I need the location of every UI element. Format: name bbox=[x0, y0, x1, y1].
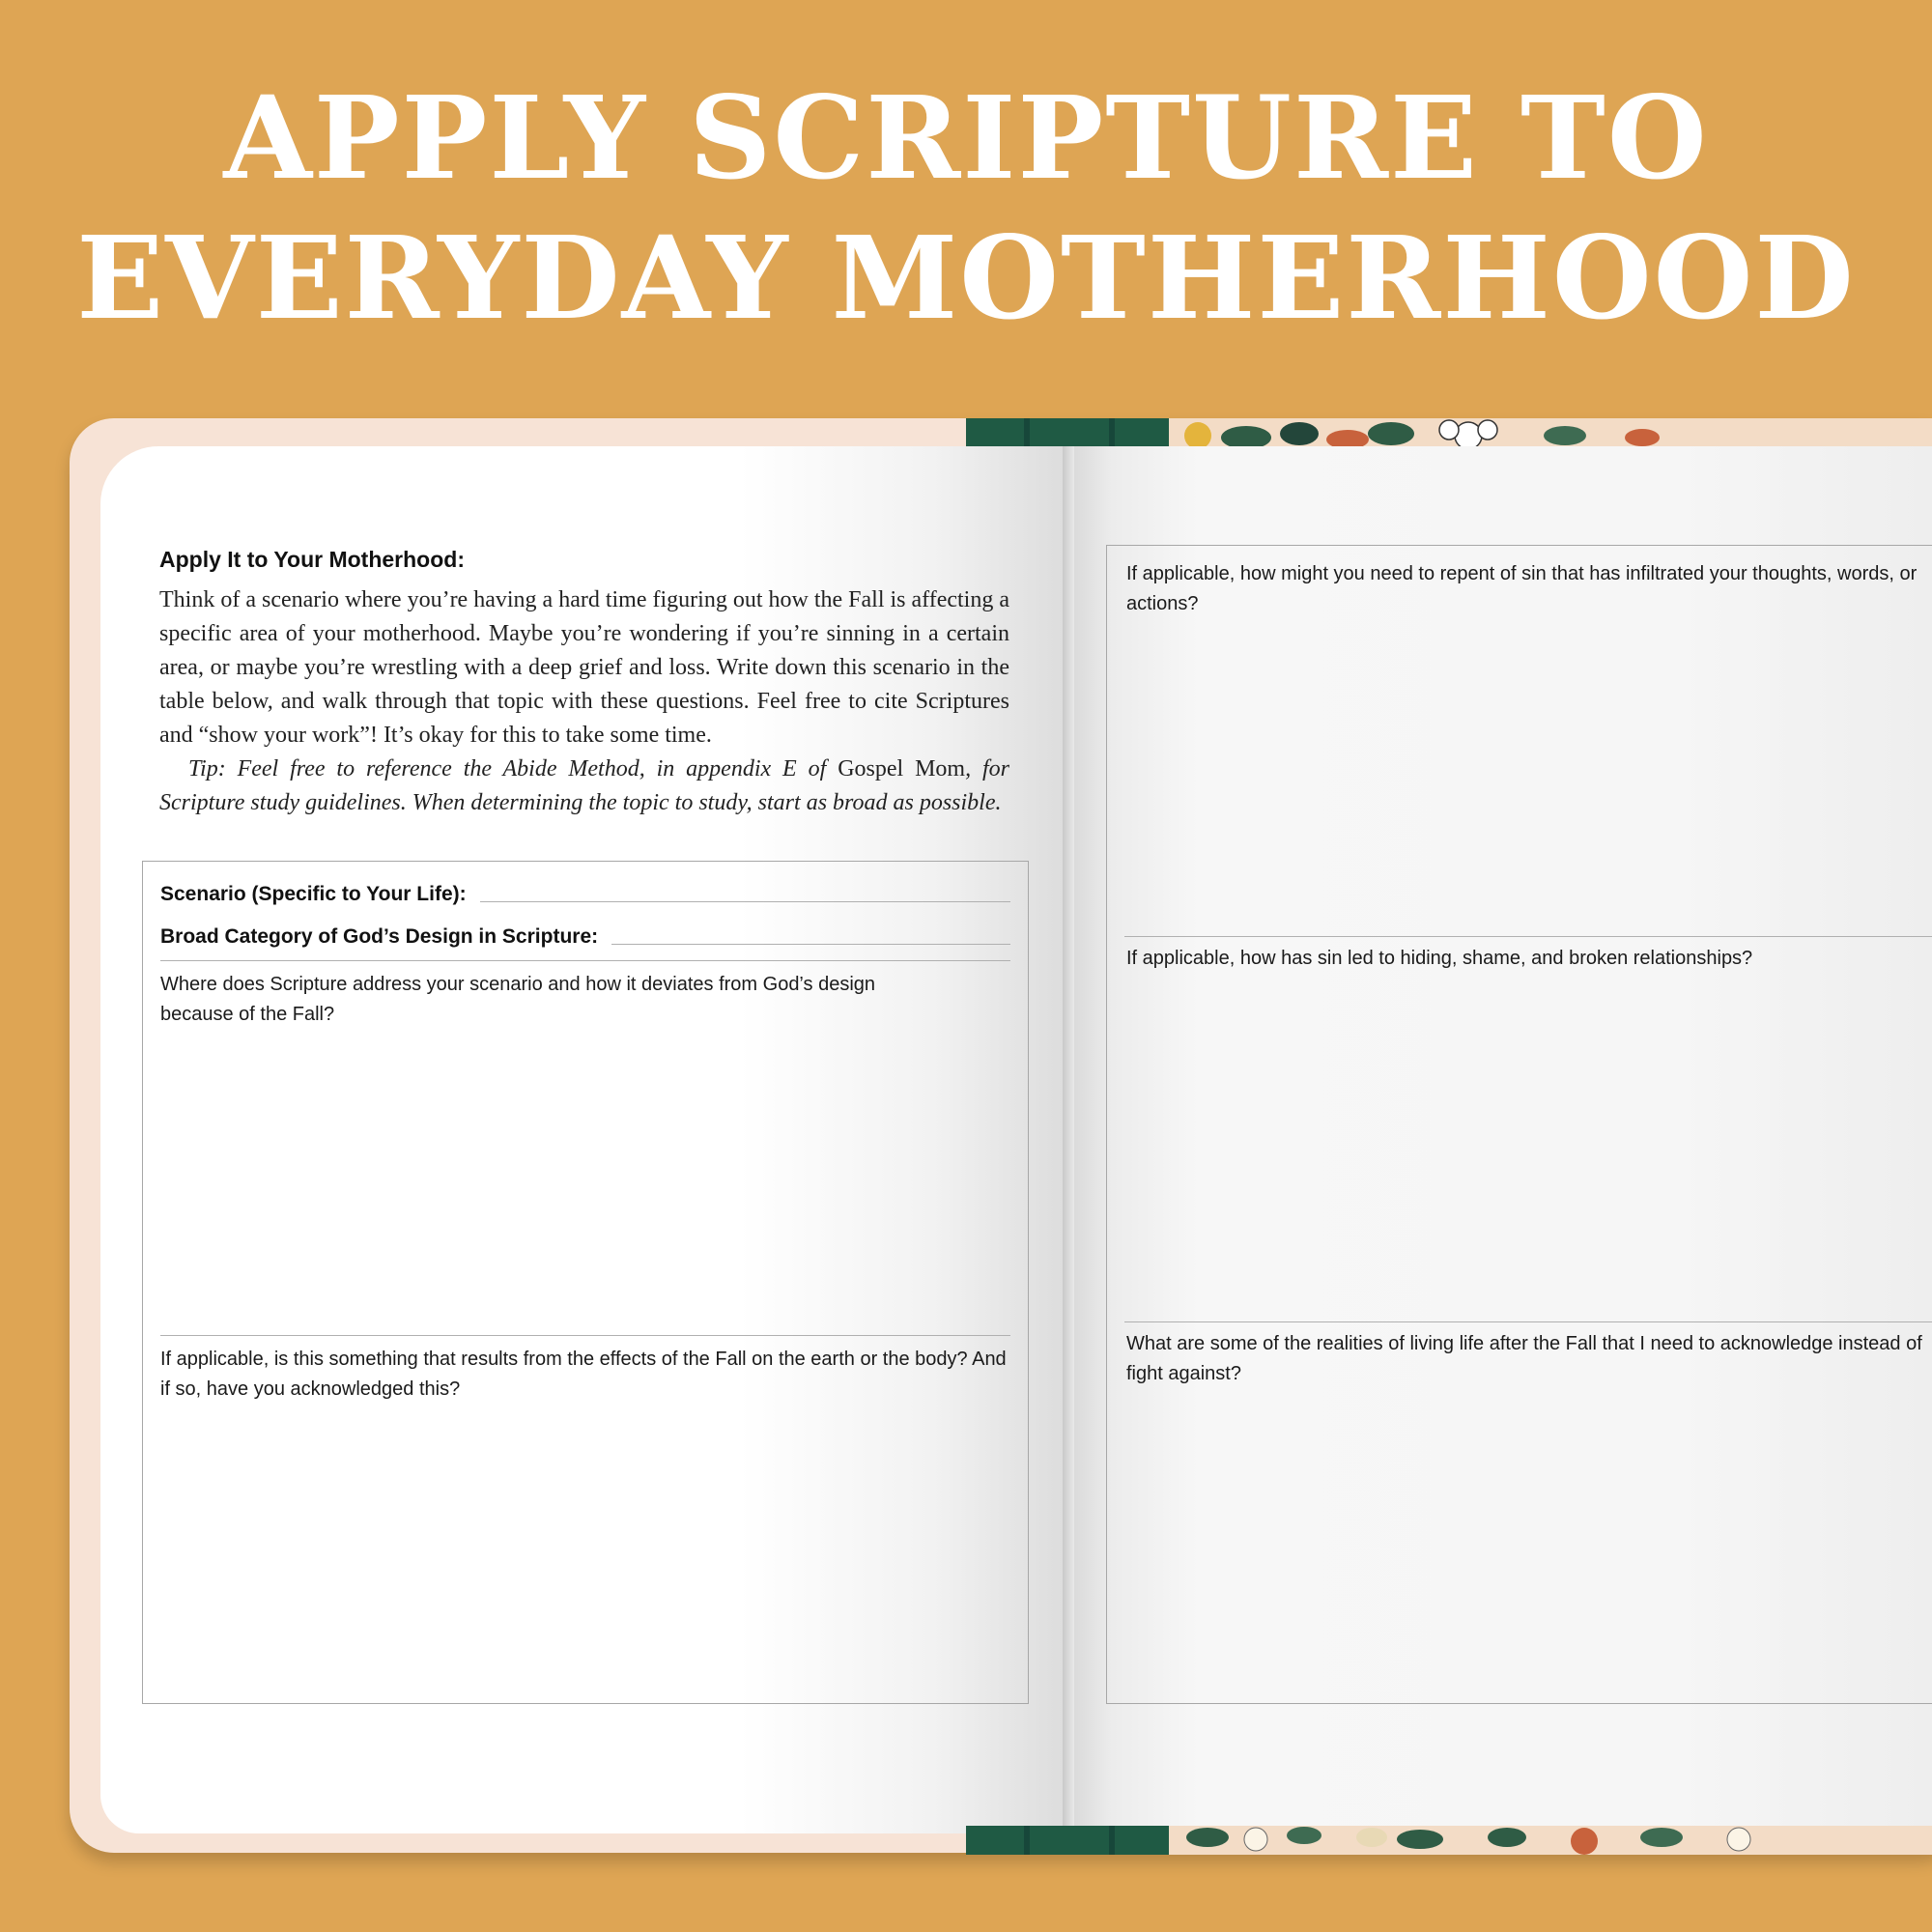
question-repent-of-sin: If applicable, how might you need to repent of sin that has infiltrated your thoughts, words, or actions? bbox=[1126, 563, 1918, 614]
question-realities-after-fall: What are some of the realities of living life after the Fall that I need to acknowledge instead of fight against? bbox=[1126, 1333, 1922, 1384]
tip-text-start: Tip: Feel free to reference the Abide Method, in appendix E of bbox=[188, 756, 838, 781]
worksheet-table-right bbox=[1106, 545, 1932, 1704]
table-divider bbox=[160, 960, 1010, 961]
headline-line-2: EVERYDAY MOTHERHOOD bbox=[76, 211, 1856, 345]
table-divider bbox=[1124, 1321, 1932, 1322]
question-scripture-address: Where does Scripture address your scenario and how it deviates from God’s design because of the Fall? bbox=[160, 974, 876, 1025]
scenario-field[interactable] bbox=[160, 873, 1010, 906]
headline bbox=[0, 68, 1932, 348]
worksheet-table-left bbox=[142, 861, 1029, 1704]
book-gutter bbox=[1063, 446, 1074, 1833]
tip-book-title: Gospel Mom bbox=[838, 756, 966, 781]
intro-paragraph: Think of a scenario where you’re having a hard time figuring out how the Fall is affecting a specific area of your motherhood. Maybe you’re wondering if you’re sinning in a certain area, or maybe you’re wrestling with a deep grief and loss. Write down this scenario in the table below, and walk through that topic with these questions. Feel free to cite Scriptures and “show your work”! It’s okay for this to take some time. bbox=[159, 587, 1009, 748]
question-hiding-shame: If applicable, how has sin led to hiding, shame, and broken relationships? bbox=[1126, 948, 1753, 969]
table-divider bbox=[1124, 936, 1932, 937]
scenario-label: Scenario (Specific to Your Life): bbox=[160, 883, 467, 905]
cover-floral-pattern-bottom bbox=[966, 1826, 1932, 1855]
tip-text-end: , for Scripture study guidelines. When determining the topic to study, start as broad as possible. bbox=[159, 756, 1010, 815]
section-heading: Apply It to Your Motherhood: bbox=[159, 547, 465, 572]
category-label: Broad Category of God’s Design in Scripture: bbox=[160, 925, 599, 948]
cover-floral-pattern-top bbox=[966, 418, 1932, 447]
tip-paragraph bbox=[159, 753, 1009, 820]
headline-line-1: APPLY SCRIPTURE TO bbox=[223, 71, 1709, 205]
category-write-line[interactable] bbox=[611, 944, 1010, 945]
scenario-write-line[interactable] bbox=[480, 901, 1010, 902]
category-field[interactable] bbox=[160, 916, 1010, 949]
table-divider bbox=[160, 1335, 1010, 1336]
question-effects-of-fall: If applicable, is this something that results from the effects of the Fall on the earth or the body? And if so, have you acknowledged this? bbox=[160, 1349, 1007, 1400]
